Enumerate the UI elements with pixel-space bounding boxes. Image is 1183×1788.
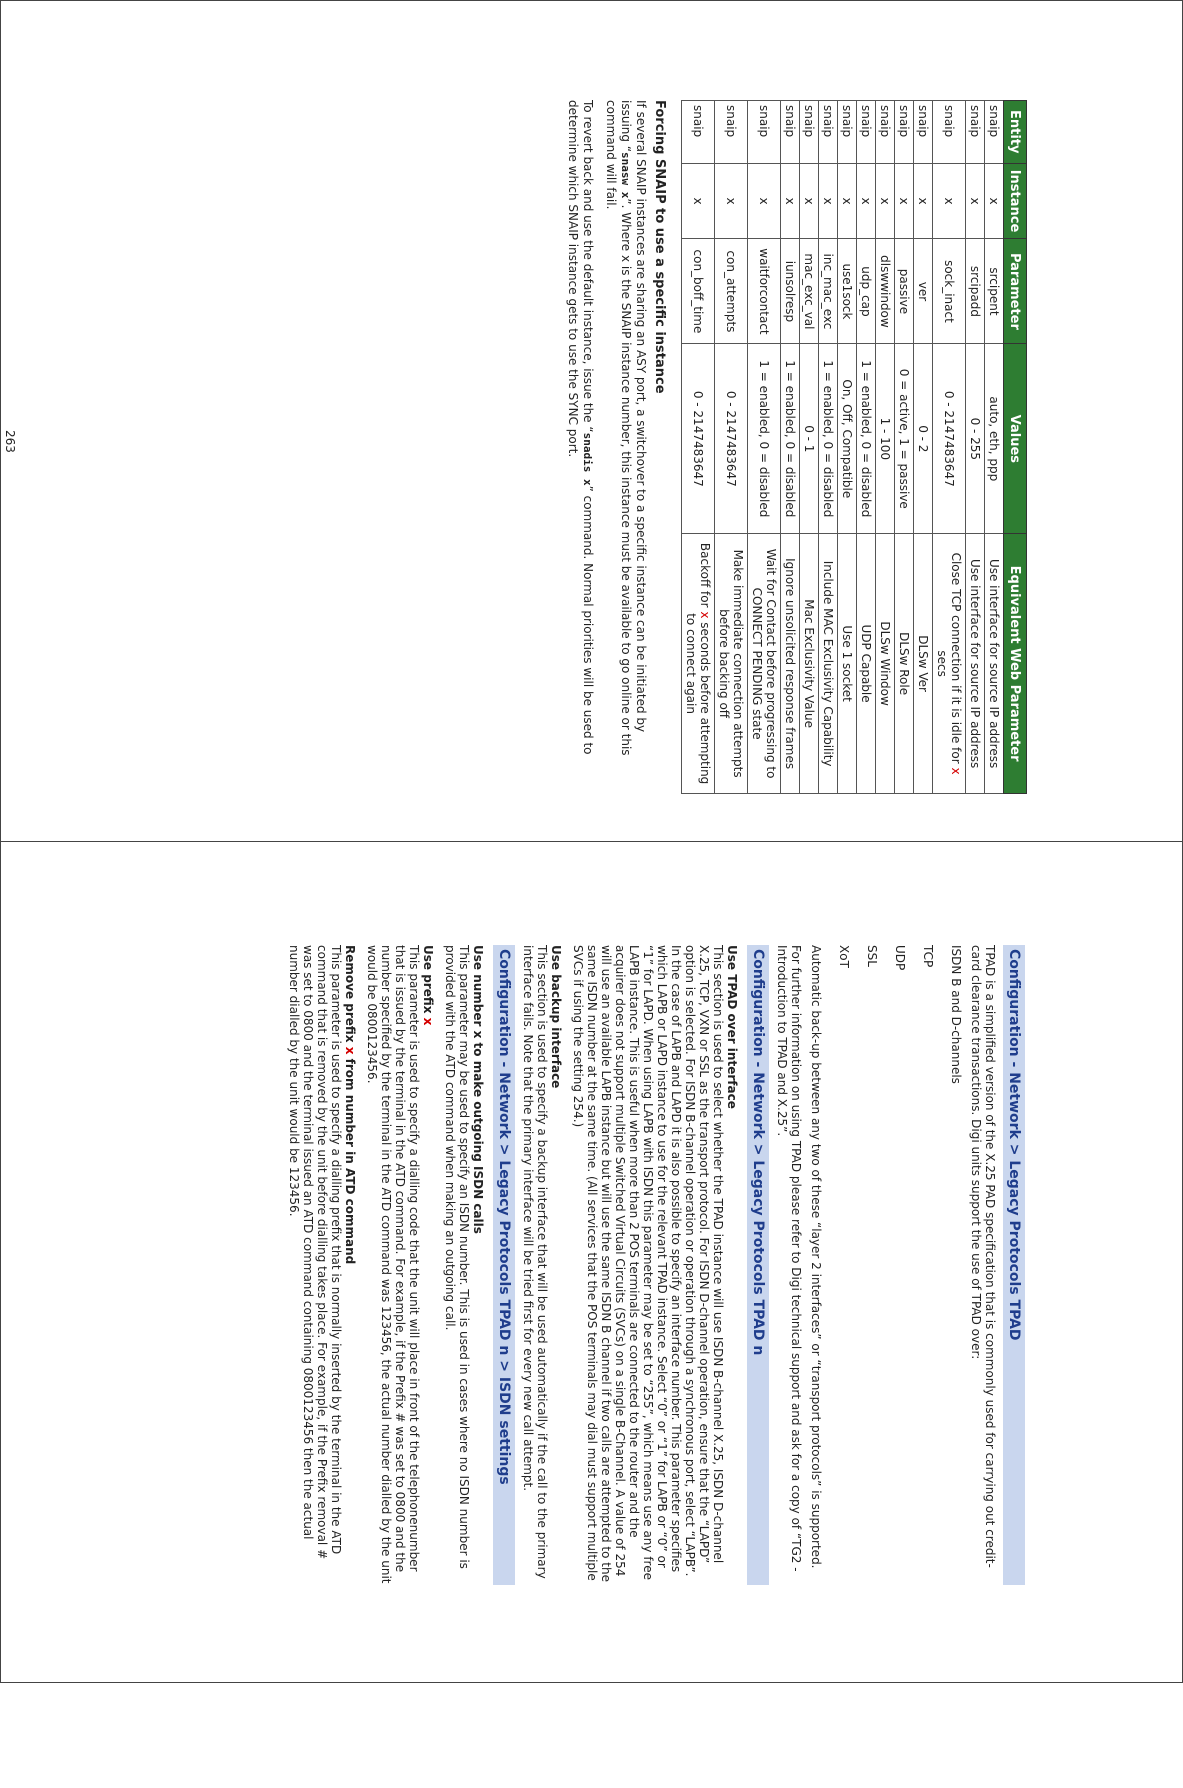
remove-prefix-heading [343,945,357,1585]
cell-parameter: dlswwindow [876,239,895,344]
table-row [800,101,819,794]
cell-entity: snaip [819,101,838,164]
section-title-tpad: Configuration - Network > Legacy Protocols TPAD [1003,945,1025,1585]
forcing-heading: Forcing SNAIP to use a specific instance [652,100,667,394]
parameter-table [681,100,1027,794]
table-row [781,101,800,794]
use-backup-heading: Use backup interface [549,945,563,1089]
cell-web-parameter: Ignore unsolicited response frames [781,534,800,794]
cell-entity: snaip [914,101,933,164]
cell-entity: snaip [781,101,800,164]
cell-values: 0 - 2 [914,344,933,534]
cell-parameter: srcipent [985,239,1004,344]
transport-item: UDP [893,945,907,971]
cell-parameter: iunsolresp [781,239,800,344]
cell-values: 1 - 100 [876,344,895,534]
cell-entity: snaip [966,101,985,164]
table-row [933,101,966,794]
cell-web-parameter: DLSw Role [895,534,914,794]
cell-parameter: con_boff_time [682,239,715,344]
para-text: If several SNAIP instances are sharing an ASY port, a switchover to a specific instance can be initiated by issuing “ [619,100,648,733]
use-tpad-heading: Use TPAD over interface [725,945,739,1109]
table-row [857,101,876,794]
para-text: To revert back and use the default instance, issue the “ [581,100,595,433]
cell-entity: snaip [748,101,781,164]
cell-web-parameter: Include MAC Exclusivity Capability [819,534,838,794]
remove-prefix-text: This parameter is used to specify a dialling prefix that is normally inserted by the terminal in the ATD command that is removed by the unit before dialling takes place. For example, if the Prefix removal # was set to 0800 and the terminal issued an ATD command containing 0800123456 then the actual number dialled by the unit would be 123456. [287,945,343,1560]
cell-values: On, Off, Compatible [838,344,857,534]
cell-web-parameter: Use interface for source IP address [985,534,1004,794]
table-row [966,101,985,794]
variable-x: x [343,1046,357,1055]
cell-instance: x [876,163,895,239]
cell-values: 0 - 1 [800,344,819,534]
cell-parameter: srcipadd [966,239,985,344]
header-entity: Entity [1004,101,1027,164]
cell-values: auto, eth, ppp [985,344,1004,534]
section-title-isdn-settings: Configuration - Network > Legacy Protocols TPAD n > ISDN settings [493,945,515,1585]
forcing-paragraph-2 [565,100,595,760]
cell-instance: x [682,163,715,239]
cell-web-parameter: Use 1 socket [838,534,857,794]
use-backup-text: This section is used to specify a backup interface that will be used automatically if the call to the primary interface fails. Note that the primary interface will be tried first for every new call attempt. [521,945,549,1579]
variable-x: x [949,767,963,775]
cell-web-parameter: Wait for Contact before progressing to CONNECT PENDING state [748,534,781,794]
cell-entity: snaip [715,101,748,164]
backup-text: Automatic back-up between any two of these “layer 2 interfaces” or “transport protocols” is supported. [809,945,823,1569]
cell-instance: x [933,163,966,239]
table-header-row [1004,101,1027,794]
cell-parameter: con_attempts [715,239,748,344]
table-row [715,101,748,794]
web-text-post: seconds before attempting to connect again [684,613,712,785]
page-number: 263 [3,430,17,453]
web-text-post: secs [935,650,949,677]
cell-instance: x [748,163,781,239]
cell-values: 0 - 2147483647 [933,344,966,534]
use-prefix-heading [421,945,435,1585]
cell-parameter: inc_mac_exc [819,239,838,344]
transport-item: ISDN B and D-channels [949,945,963,1084]
header-values: Values [1004,344,1027,534]
header-web-parameter: Equivalent Web Parameter [1004,534,1027,794]
cell-entity: snaip [895,101,914,164]
command-snasw: snasw x [619,152,632,199]
cell-web-parameter: DLSw Ver [914,534,933,794]
table-row [914,101,933,794]
cell-values: 1 = enabled, 0 = disabled [857,344,876,534]
table-row [682,101,715,794]
table-row [819,101,838,794]
cell-instance: x [895,163,914,239]
variable-x: x [698,611,712,619]
cell-entity: snaip [682,101,715,164]
cell-instance: x [985,163,1004,239]
table-row [748,101,781,794]
cell-instance: x [800,163,819,239]
cell-web-parameter: Make immediate connection attempts before backing off [715,534,748,794]
cell-entity: snaip [876,101,895,164]
cell-instance: x [715,163,748,239]
table-row [985,101,1004,794]
cell-instance: x [914,163,933,239]
cell-instance: x [966,163,985,239]
use-tpad-text: This section is used to select whether the TPAD instance will use ISDN B-channel X.25, ISDN D-channel X.25, TCP, VXN or SSL as the transport protocol. For ISDN D-channel operation, ensure that the “LAPD” option is selected. For ISDN B-channel operation or operation through a synchronous port, select “LAPB”. In the case of LAPB and LAPD it is also possible to specify an interface number. This parameter specifies which LAPB or LAPD instance to use for the relevant TPAD instance. Select “0” or “1” for LAPB or “0” or “1” for LAPD. When using LAPB with ISDN this parameter may be set to “255”, which means use any free LAPB instance. This is useful when more than 2 POS terminals are connected to the router and the acquirer does not support multiple Switched Virtual Circuits (SVCs) on a single B-Channel. A value of 254 will use an available LAPB instance but will use the same ISDN B channel if two calls are attempted to the same ISDN number at the same time. (All services that the POS terminals may dial must support multiple SVCs if using the setting 254.) [571,945,725,1582]
cell-web-parameter: DLSw Window [876,534,895,794]
cell-entity: snaip [857,101,876,164]
transport-item: SSL [865,945,879,967]
cell-values: 1 = enabled, 0 = disabled [748,344,781,534]
cell-values: 1 = enabled, 0 = disabled [781,344,800,534]
cell-parameter: passive [895,239,914,344]
use-number-text: This parameter may be used to specify an ISDN number. This is used in cases where no ISDN number is provided with the ATD command when making an outgoing call. [443,945,471,1569]
heading-text: Use prefix [421,945,435,1018]
cell-parameter: use1sock [838,239,857,344]
cell-values: 0 - 2147483647 [715,344,748,534]
cell-web-parameter [933,534,966,794]
cell-parameter: udp_cap [857,239,876,344]
tpad-intro: TPAD is a simplified version of the X.25 PAD specification that is commonly used for carrying out credit-card clearance transactions. Digi units support the use of TPAD over: [969,945,997,1568]
cell-parameter: mac_exc_val [800,239,819,344]
cell-instance: x [838,163,857,239]
cell-values: 0 - 255 [966,344,985,534]
cell-web-parameter [682,534,715,794]
para-text: ”. Where x is the SNAIP instance number, this instance must be available to go online or this command will fail. [604,100,633,756]
cell-parameter: waitforcontact [748,239,781,344]
header-instance: Instance [1004,163,1027,239]
transport-item: TCP [921,945,935,968]
cell-values: 1 = enabled, 0 = disabled [819,344,838,534]
cell-instance: x [819,163,838,239]
table-row [876,101,895,794]
web-text-pre: Close TCP connection if it is idle for [949,552,963,768]
cell-parameter: sock_inact [933,239,966,344]
cell-values: 0 = active, 1 = passive [895,344,914,534]
cell-entity: snaip [838,101,857,164]
table-row [838,101,857,794]
section-title-tpad-n: Configuration - Network > Legacy Protocols TPAD n [747,945,769,1585]
table-row [895,101,914,794]
page-263-content [3,100,1027,800]
variable-x: x [421,1017,435,1026]
header-parameter: Parameter [1004,239,1027,344]
use-prefix-text: This parameter is used to specify a dialling code that the unit will place in front of the telephonenumber that is issued by the terminal in the ATD command. For example, if the Prefix # was set to 0800 and the number specified by the terminal in the ATD command was 123456, the actual number dialled by the unit would be 0800123456. [365,945,421,1584]
use-number-heading: Use number x to make outgoing ISDN calls [471,945,485,1234]
para-text: ” command. Normal priorities will be used to determine which SNAIP instance gets to use the SYNC port. [566,100,595,755]
cell-values: 0 - 2147483647 [682,344,715,534]
cell-web-parameter: UDP Capable [857,534,876,794]
heading-text: from number in ATD command [343,1054,357,1265]
cell-web-parameter: Mac Exclusivity Value [800,534,819,794]
cell-instance: x [857,163,876,239]
web-text-pre: Backoff for [698,542,712,612]
command-snadis: snadis x [581,432,594,486]
cell-entity: snaip [985,101,1004,164]
transport-item: XoT [837,945,851,968]
page-264-content [145,945,1025,1585]
cell-entity: snaip [800,101,819,164]
forcing-paragraph-1 [603,100,648,760]
cell-parameter: ver [914,239,933,344]
cell-web-parameter: Use interface for source IP address [966,534,985,794]
cell-entity: snaip [933,101,966,164]
further-info-text: For further information on using TPAD please refer to Digi technical support and ask for a copy of “TG2 - Introduction to TPAD and X.25”. [775,945,803,1572]
cell-instance: x [781,163,800,239]
heading-text: Remove prefix [343,945,357,1047]
